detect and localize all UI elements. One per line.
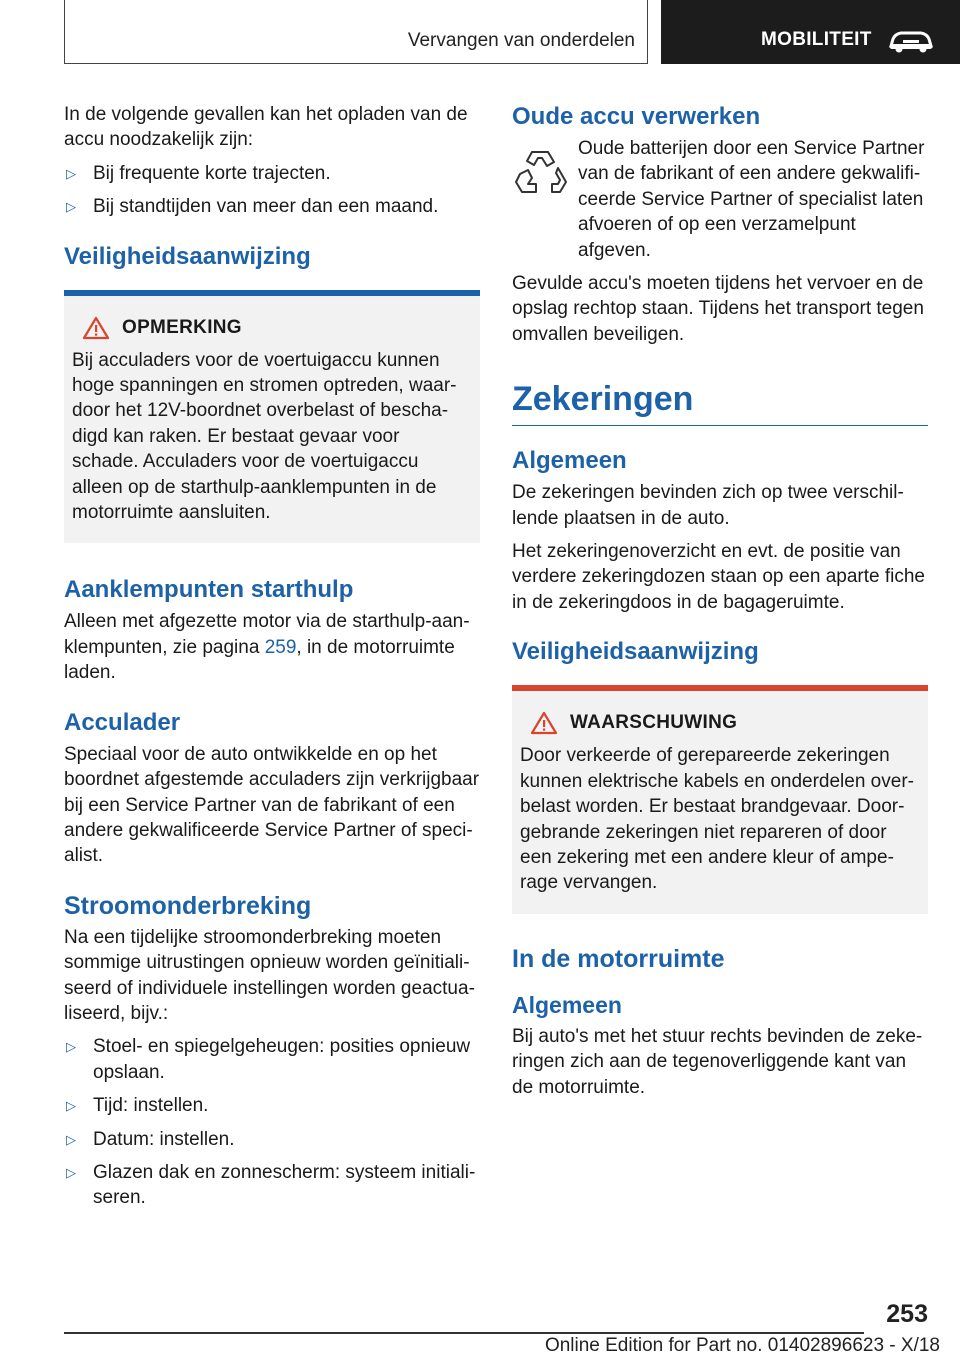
general-text-2: Het zekeringenoverzicht en evt. de positie van verdere zekeringdozen staan op een aparte fiche in de zekeringdoos in de bagageruimte. [512, 541, 925, 613]
safety-heading: Veiligheidsaanwijzing [64, 242, 311, 270]
general-text-1: De zekeringen bevinden zich op twee verschillende plaatsen in de auto. [512, 482, 904, 529]
engine-bay-heading: In de motorruimte [512, 944, 725, 973]
notice-title: OPMERKING [122, 316, 242, 338]
old-battery-heading: Oude accu verwerken [512, 103, 761, 130]
engine-general-heading: Algemeen [512, 991, 622, 1018]
triangle-bullet-icon: ▷ [66, 1098, 76, 1114]
warning-box [512, 685, 928, 913]
general-heading: Algemeen [512, 447, 627, 475]
header-section-box [64, 0, 648, 64]
warning-triangle-icon [82, 316, 110, 340]
old-battery-text: Oude batterijen door een Service Partner van de fabrikant of een andere gekwalificeerde Service Partner of specialist laten afvoeren of op een verzamelpunt afgeven. [578, 138, 925, 261]
charger-heading: Acculader [64, 708, 181, 736]
car-icon [887, 28, 935, 54]
notice-text: Bij acculaders voor de voertuigaccu kunnen hoge spanningen en stromen optreden, waardoor het 12V-boordnet overbelast of beschadigd kan raken. Er bestaat gevaar voor schade. Acculaders voor de voertuigaccu alleen op de starthulp-aanklempunten in de motorruimte aansluiten. [72, 349, 457, 524]
list-item: ▷ Tijd: instellen. [64, 1093, 480, 1118]
list-item: ▷ Glazen dak en zonnescherm: systeem initialiseren. [66, 1161, 476, 1209]
chapter-tab-label: MOBILITEIT [761, 29, 872, 50]
edition-text: Online Edition for Part no. 01402896623 - X/18 [544, 1335, 940, 1356]
section-divider [512, 425, 928, 426]
notice-box [64, 290, 480, 544]
power-interruption-text: Na een tijdelijke stroomonderbreking moeten sommige uitrustingen opnieuw worden geïnitialiseerd of individuele instellingen worden geactualiseerd, bijv.: [64, 926, 475, 1024]
left-column [64, 102, 480, 1219]
fuse-safety-heading: Veiligheidsaanwijzing [512, 638, 759, 666]
list-item: ▷ Datum: instellen. [64, 1127, 480, 1152]
old-battery-text-2: Gevulde accu's moeten tijdens het vervoer en de opslag rechtop staan. Tijdens het transport tegen omvallen beveiligen. [512, 273, 924, 345]
right-column [512, 102, 928, 1108]
triangle-bullet-icon: ▷ [66, 1039, 76, 1055]
engine-text: Bij auto's met het stuur rechts bevinden de zekeringen zich aan de tegenoverliggende kant van de motorruimte. [512, 1025, 923, 1098]
page-link-259[interactable]: 259 [264, 636, 297, 658]
warning-title: WAARSCHUWING [570, 712, 738, 734]
triangle-bullet-icon: ▷ [66, 199, 76, 215]
triangle-bullet-icon: ▷ [66, 165, 76, 181]
warning-triangle-icon [530, 711, 558, 735]
triangle-bullet-icon: ▷ [66, 1131, 76, 1147]
triangle-bullet-icon: ▷ [66, 1164, 76, 1180]
intro-bullet-list [64, 161, 480, 220]
warning-text: Door verkeerde of gerepareerde zekeringen kunnen elektrische kabels en onderdelen overbelast worden. Er bestaat brandgevaar. Doorgebrande zekeringen niet repareren of door een zekering met een andere kleur of amperage vervangen. [520, 745, 914, 894]
chapter-tab[interactable] [661, 0, 960, 64]
intro-text: In de volgende gevallen kan het opladen van de accu noodzakelijk zijn: [64, 104, 468, 151]
power-bullet-list [64, 1034, 480, 1210]
page-number: 253 [886, 1300, 928, 1328]
list-item: ▷ Bij frequente korte trajecten. [64, 161, 480, 186]
list-item: ▷ Stoel- en spiegelgeheugen: posities opnieuw opslaan. [66, 1036, 471, 1083]
charger-text: Speciaal voor de auto ontwikkelde en op het boordnet afgestemde acculaders zijn verkrijgbaar bij een Service Partner van de fabrikant of een andere gekwalificeerde Service Partner of specialist. [64, 743, 480, 867]
footer-divider [64, 1332, 864, 1334]
jump-start-heading: Aanklempunten starthulp [64, 576, 354, 604]
fuses-heading: Zekeringen [512, 380, 694, 419]
recycle-icon [512, 144, 568, 200]
recycle-block [512, 136, 928, 263]
power-interruption-heading: Stroomonderbreking [64, 891, 312, 920]
jump-start-text: Alleen met afgezette motor via de starthulp-aanklempunten, zie pagina 259, in de motorruimte laden. [64, 611, 470, 684]
list-item: ▷ Bij standtijden van meer dan een maand. [64, 194, 480, 219]
header-section-title: Vervangen van onderdelen [407, 30, 635, 51]
